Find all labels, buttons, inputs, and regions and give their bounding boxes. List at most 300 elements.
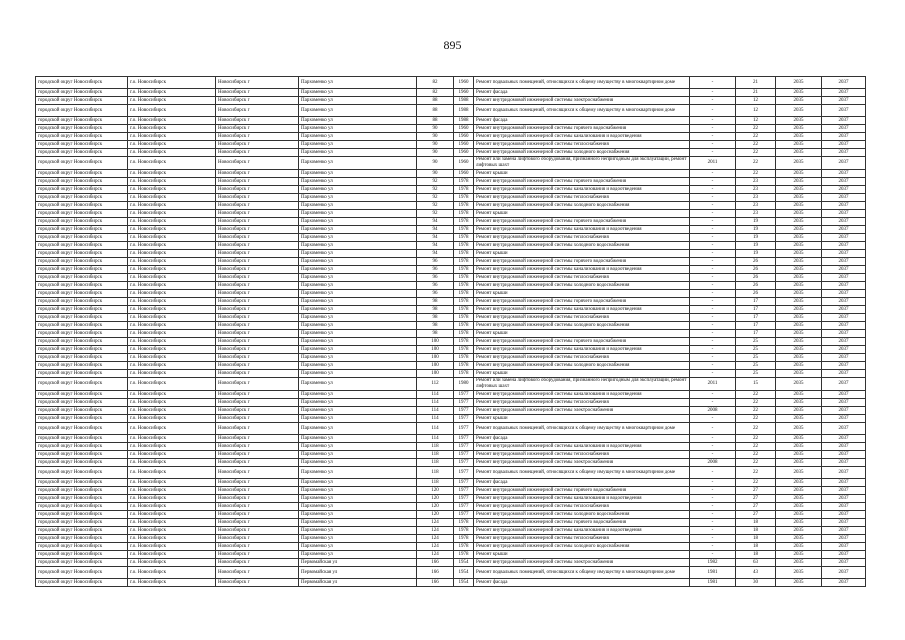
work-type-cell: Ремонт крыши <box>474 370 690 378</box>
work-type-cell: Ремонт подвальных помещений, относящихся к общему имуществу в многоквартирном доме <box>474 567 690 579</box>
end-year-cell: 2037 <box>822 290 866 298</box>
table-row <box>36 362 866 370</box>
commission-year-cell: - <box>690 423 736 435</box>
start-year-cell: 2035 <box>776 443 822 451</box>
house-number-cell: 98 <box>417 322 454 330</box>
work-type-cell: Ремонт внутридомовой инженерной системы теплоснабжения <box>474 314 690 322</box>
commission-year-cell: 1981 <box>690 567 736 579</box>
settlement-cell: г.о. Новосибирск <box>128 314 216 322</box>
district-cell: городской округ Новосибирск <box>36 435 128 443</box>
service-life-cell: 22 <box>736 407 776 415</box>
settlement-cell: г.о. Новосибирск <box>128 435 216 443</box>
house-number-cell: 114 <box>417 391 454 399</box>
house-number-cell: 88 <box>417 97 454 105</box>
start-year-cell: 2035 <box>776 579 822 587</box>
table-body <box>36 77 866 587</box>
commission-year-cell: - <box>690 527 736 535</box>
street-cell: Пархоменко ул <box>299 519 417 527</box>
end-year-cell: 2037 <box>822 274 866 282</box>
commission-year-cell: 2011 <box>690 378 736 391</box>
locality-cell: Новосибирск г <box>216 125 299 133</box>
house-number-cell: 114 <box>417 423 454 435</box>
settlement-cell: г.о. Новосибирск <box>128 133 216 141</box>
start-year-cell: 2035 <box>776 338 822 346</box>
start-year-cell: 2035 <box>776 234 822 242</box>
service-life-cell: 22 <box>736 133 776 141</box>
street-cell: Пархоменко ул <box>299 202 417 210</box>
build-year-cell: 1977 <box>454 423 474 435</box>
street-cell: Пархоменко ул <box>299 105 417 117</box>
locality-cell: Новосибирск г <box>216 370 299 378</box>
table-row <box>36 306 866 314</box>
work-type-cell: Ремонт внутридомовой инженерной системы электроснабжения <box>474 459 690 467</box>
district-cell: городской округ Новосибирск <box>36 290 128 298</box>
service-life-cell: 22 <box>736 435 776 443</box>
service-life-cell: 23 <box>736 210 776 218</box>
house-number-cell: 98 <box>417 314 454 322</box>
start-year-cell: 2035 <box>776 479 822 487</box>
commission-year-cell: - <box>690 77 736 89</box>
start-year-cell: 2035 <box>776 322 822 330</box>
service-life-cell: 22 <box>736 467 776 479</box>
build-year-cell: 1960 <box>454 141 474 149</box>
start-year-cell: 2035 <box>776 77 822 89</box>
table-row <box>36 511 866 519</box>
district-cell: городской округ Новосибирск <box>36 186 128 194</box>
work-type-cell: Ремонт внутридомовой инженерной системы теплоснабжения <box>474 194 690 202</box>
district-cell: городской округ Новосибирск <box>36 503 128 511</box>
house-number-cell: 100 <box>417 354 454 362</box>
end-year-cell: 2037 <box>822 391 866 399</box>
start-year-cell: 2035 <box>776 519 822 527</box>
district-cell: городской округ Новосибирск <box>36 467 128 479</box>
start-year-cell: 2035 <box>776 218 822 226</box>
build-year-cell: 1978 <box>454 202 474 210</box>
table-row <box>36 274 866 282</box>
table-row <box>36 535 866 543</box>
house-number-cell: 120 <box>417 495 454 503</box>
district-cell: городской округ Новосибирск <box>36 322 128 330</box>
table-row <box>36 157 866 170</box>
settlement-cell: г.о. Новосибирск <box>128 170 216 178</box>
table-row <box>36 149 866 157</box>
service-life-cell: 23 <box>736 186 776 194</box>
service-life-cell: 12 <box>736 105 776 117</box>
settlement-cell: г.о. Новосибирск <box>128 105 216 117</box>
locality-cell: Новосибирск г <box>216 218 299 226</box>
commission-year-cell: - <box>690 186 736 194</box>
table-row <box>36 290 866 298</box>
settlement-cell: г.о. Новосибирск <box>128 479 216 487</box>
table-row <box>36 178 866 186</box>
service-life-cell: 23 <box>736 194 776 202</box>
settlement-cell: г.о. Новосибирск <box>128 330 216 338</box>
house-number-cell: 94 <box>417 234 454 242</box>
settlement-cell: г.о. Новосибирск <box>128 423 216 435</box>
start-year-cell: 2035 <box>776 354 822 362</box>
district-cell: городской округ Новосибирск <box>36 77 128 89</box>
service-life-cell: 18 <box>736 519 776 527</box>
end-year-cell: 2037 <box>822 443 866 451</box>
table-row <box>36 459 866 467</box>
start-year-cell: 2035 <box>776 178 822 186</box>
build-year-cell: 1978 <box>454 178 474 186</box>
end-year-cell: 2037 <box>822 407 866 415</box>
work-type-cell: Ремонт внутридомовой инженерной системы холодного водоснабжения <box>474 282 690 290</box>
street-cell: Пархоменко ул <box>299 125 417 133</box>
commission-year-cell: - <box>690 210 736 218</box>
service-life-cell: 22 <box>736 415 776 423</box>
service-life-cell: 18 <box>736 551 776 559</box>
locality-cell: Новосибирск г <box>216 105 299 117</box>
locality-cell: Новосибирск г <box>216 551 299 559</box>
start-year-cell: 2035 <box>776 210 822 218</box>
settlement-cell: г.о. Новосибирск <box>128 535 216 543</box>
end-year-cell: 2037 <box>822 559 866 567</box>
work-type-cell: Ремонт фасада <box>474 117 690 125</box>
settlement-cell: г.о. Новосибирск <box>128 370 216 378</box>
house-number-cell: 96 <box>417 290 454 298</box>
locality-cell: Новосибирск г <box>216 391 299 399</box>
street-cell: Пархоменко ул <box>299 407 417 415</box>
commission-year-cell: - <box>690 234 736 242</box>
district-cell: городской округ Новосибирск <box>36 298 128 306</box>
house-number-cell: 118 <box>417 459 454 467</box>
service-life-cell: 17 <box>736 330 776 338</box>
district-cell: городской округ Новосибирск <box>36 354 128 362</box>
table-row <box>36 551 866 559</box>
commission-year-cell: - <box>690 415 736 423</box>
commission-year-cell: - <box>690 141 736 149</box>
work-type-cell: Ремонт внутридомовой инженерной системы канализования и водоотведения <box>474 495 690 503</box>
locality-cell: Новосибирск г <box>216 314 299 322</box>
commission-year-cell: - <box>690 435 736 443</box>
end-year-cell: 2037 <box>822 234 866 242</box>
locality-cell: Новосибирск г <box>216 149 299 157</box>
start-year-cell: 2035 <box>776 105 822 117</box>
table-row <box>36 519 866 527</box>
street-cell: Первомайская ул <box>299 579 417 587</box>
table-row <box>36 391 866 399</box>
district-cell: городской округ Новосибирск <box>36 141 128 149</box>
start-year-cell: 2035 <box>776 459 822 467</box>
build-year-cell: 1978 <box>454 322 474 330</box>
end-year-cell: 2037 <box>822 125 866 133</box>
settlement-cell: г.о. Новосибирск <box>128 274 216 282</box>
commission-year-cell: - <box>690 290 736 298</box>
service-life-cell: 18 <box>736 543 776 551</box>
build-year-cell: 1960 <box>454 77 474 89</box>
build-year-cell: 1978 <box>454 543 474 551</box>
locality-cell: Новосибирск г <box>216 443 299 451</box>
work-type-cell: Ремонт внутридомовой инженерной системы канализования и водоотведения <box>474 527 690 535</box>
district-cell: городской округ Новосибирск <box>36 218 128 226</box>
start-year-cell: 2035 <box>776 559 822 567</box>
build-year-cell: 1978 <box>454 186 474 194</box>
district-cell: городской округ Новосибирск <box>36 89 128 97</box>
district-cell: городской округ Новосибирск <box>36 178 128 186</box>
commission-year-cell: - <box>690 117 736 125</box>
end-year-cell: 2037 <box>822 306 866 314</box>
settlement-cell: г.о. Новосибирск <box>128 125 216 133</box>
commission-year-cell: 1981 <box>690 579 736 587</box>
street-cell: Пархоменко ул <box>299 274 417 282</box>
settlement-cell: г.о. Новосибирск <box>128 391 216 399</box>
district-cell: городской округ Новосибирск <box>36 567 128 579</box>
settlement-cell: г.о. Новосибирск <box>128 250 216 258</box>
table-row <box>36 559 866 567</box>
work-type-cell: Ремонт крыши <box>474 415 690 423</box>
house-number-cell: 166 <box>417 559 454 567</box>
commission-year-cell: - <box>690 89 736 97</box>
service-life-cell: 19 <box>736 226 776 234</box>
build-year-cell: 1977 <box>454 479 474 487</box>
table-row <box>36 218 866 226</box>
locality-cell: Новосибирск г <box>216 306 299 314</box>
end-year-cell: 2037 <box>822 543 866 551</box>
street-cell: Пархоменко ул <box>299 346 417 354</box>
service-life-cell: 43 <box>736 567 776 579</box>
work-type-cell: Ремонт или замена лифтового оборудования, признанного непригодным для эксплуатации, ремонт лифтовых шахт <box>474 157 690 170</box>
locality-cell: Новосибирск г <box>216 186 299 194</box>
commission-year-cell: - <box>690 503 736 511</box>
house-number-cell: 96 <box>417 282 454 290</box>
work-type-cell: Ремонт внутридомовой инженерной системы холодного водоснабжения <box>474 543 690 551</box>
street-cell: Пархоменко ул <box>299 354 417 362</box>
house-number-cell: 114 <box>417 407 454 415</box>
house-number-cell: 90 <box>417 141 454 149</box>
work-type-cell: Ремонт подвальных помещений, относящихся к общему имуществу в многоквартирном доме <box>474 467 690 479</box>
house-number-cell: 98 <box>417 330 454 338</box>
end-year-cell: 2037 <box>822 314 866 322</box>
end-year-cell: 2037 <box>822 178 866 186</box>
commission-year-cell: - <box>690 242 736 250</box>
house-number-cell: 98 <box>417 306 454 314</box>
table-row <box>36 194 866 202</box>
build-year-cell: 1978 <box>454 242 474 250</box>
street-cell: Пархоменко ул <box>299 282 417 290</box>
service-life-cell: 17 <box>736 306 776 314</box>
locality-cell: Новосибирск г <box>216 346 299 354</box>
house-number-cell: 100 <box>417 370 454 378</box>
street-cell: Пархоменко ул <box>299 157 417 170</box>
street-cell: Пархоменко ул <box>299 97 417 105</box>
work-type-cell: Ремонт внутридомовой инженерной системы холодного водоснабжения <box>474 362 690 370</box>
district-cell: городской округ Новосибирск <box>36 242 128 250</box>
end-year-cell: 2037 <box>822 97 866 105</box>
end-year-cell: 2037 <box>822 210 866 218</box>
house-number-cell: 100 <box>417 362 454 370</box>
end-year-cell: 2037 <box>822 89 866 97</box>
work-type-cell: Ремонт внутридомовой инженерной системы холодного водоснабжения <box>474 242 690 250</box>
street-cell: Пархоменко ул <box>299 117 417 125</box>
service-life-cell: 25 <box>736 354 776 362</box>
house-number-cell: 90 <box>417 133 454 141</box>
table-row <box>36 423 866 435</box>
commission-year-cell: - <box>690 274 736 282</box>
service-life-cell: 15 <box>736 378 776 391</box>
house-number-cell: 92 <box>417 210 454 218</box>
house-number-cell: 120 <box>417 487 454 495</box>
locality-cell: Новосибирск г <box>216 170 299 178</box>
settlement-cell: г.о. Новосибирск <box>128 338 216 346</box>
commission-year-cell: - <box>690 322 736 330</box>
build-year-cell: 1977 <box>454 443 474 451</box>
start-year-cell: 2035 <box>776 423 822 435</box>
locality-cell: Новосибирск г <box>216 330 299 338</box>
table-row <box>36 202 866 210</box>
end-year-cell: 2037 <box>822 519 866 527</box>
settlement-cell: г.о. Новосибирск <box>128 503 216 511</box>
end-year-cell: 2037 <box>822 535 866 543</box>
start-year-cell: 2035 <box>776 141 822 149</box>
table-row <box>36 435 866 443</box>
locality-cell: Новосибирск г <box>216 399 299 407</box>
service-life-cell: 25 <box>736 362 776 370</box>
locality-cell: Новосибирск г <box>216 415 299 423</box>
service-life-cell: 25 <box>736 346 776 354</box>
work-type-cell: Ремонт внутридомовой инженерной системы канализования и водоотведения <box>474 306 690 314</box>
service-life-cell: 27 <box>736 503 776 511</box>
district-cell: городской округ Новосибирск <box>36 149 128 157</box>
commission-year-cell: - <box>690 125 736 133</box>
commission-year-cell: - <box>690 370 736 378</box>
commission-year-cell: - <box>690 258 736 266</box>
start-year-cell: 2035 <box>776 503 822 511</box>
end-year-cell: 2037 <box>822 226 866 234</box>
build-year-cell: 1978 <box>454 194 474 202</box>
settlement-cell: г.о. Новосибирск <box>128 487 216 495</box>
district-cell: городской округ Новосибирск <box>36 487 128 495</box>
start-year-cell: 2035 <box>776 391 822 399</box>
work-type-cell: Ремонт внутридомовой инженерной системы горячего водоснабжения <box>474 338 690 346</box>
start-year-cell: 2035 <box>776 242 822 250</box>
work-type-cell: Ремонт крыши <box>474 210 690 218</box>
service-life-cell: 19 <box>736 242 776 250</box>
build-year-cell: 1978 <box>454 330 474 338</box>
end-year-cell: 2037 <box>822 330 866 338</box>
service-life-cell: 21 <box>736 89 776 97</box>
commission-year-cell: - <box>690 298 736 306</box>
locality-cell: Новосибирск г <box>216 77 299 89</box>
street-cell: Пархоменко ул <box>299 415 417 423</box>
build-year-cell: 1988 <box>454 105 474 117</box>
table-row <box>36 399 866 407</box>
district-cell: городской округ Новосибирск <box>36 97 128 105</box>
end-year-cell: 2037 <box>822 459 866 467</box>
house-number-cell: 88 <box>417 105 454 117</box>
table-row <box>36 346 866 354</box>
start-year-cell: 2035 <box>776 511 822 519</box>
service-life-cell: 17 <box>736 314 776 322</box>
locality-cell: Новосибирск г <box>216 459 299 467</box>
start-year-cell: 2035 <box>776 117 822 125</box>
street-cell: Пархоменко ул <box>299 330 417 338</box>
start-year-cell: 2035 <box>776 194 822 202</box>
end-year-cell: 2037 <box>822 298 866 306</box>
build-year-cell: 1980 <box>454 378 474 391</box>
locality-cell: Новосибирск г <box>216 527 299 535</box>
start-year-cell: 2035 <box>776 133 822 141</box>
work-type-cell: Ремонт фасада <box>474 579 690 587</box>
locality-cell: Новосибирск г <box>216 338 299 346</box>
house-number-cell: 98 <box>417 298 454 306</box>
district-cell: городской округ Новосибирск <box>36 282 128 290</box>
start-year-cell: 2035 <box>776 89 822 97</box>
house-number-cell: 94 <box>417 250 454 258</box>
work-type-cell: Ремонт подвальных помещений, относящихся к общему имуществу в многоквартирном доме <box>474 423 690 435</box>
service-life-cell: 19 <box>736 250 776 258</box>
house-number-cell: 114 <box>417 415 454 423</box>
start-year-cell: 2035 <box>776 282 822 290</box>
street-cell: Пархоменко ул <box>299 479 417 487</box>
start-year-cell: 2035 <box>776 567 822 579</box>
commission-year-cell: - <box>690 226 736 234</box>
service-life-cell: 63 <box>736 559 776 567</box>
commission-year-cell: - <box>690 519 736 527</box>
street-cell: Пархоменко ул <box>299 218 417 226</box>
service-life-cell: 22 <box>736 141 776 149</box>
start-year-cell: 2035 <box>776 451 822 459</box>
house-number-cell: 124 <box>417 551 454 559</box>
table-row <box>36 298 866 306</box>
district-cell: городской округ Новосибирск <box>36 543 128 551</box>
district-cell: городской округ Новосибирск <box>36 250 128 258</box>
settlement-cell: г.о. Новосибирск <box>128 298 216 306</box>
service-life-cell: 25 <box>736 338 776 346</box>
end-year-cell: 2037 <box>822 250 866 258</box>
settlement-cell: г.о. Новосибирск <box>128 511 216 519</box>
end-year-cell: 2037 <box>822 451 866 459</box>
build-year-cell: 1978 <box>454 370 474 378</box>
end-year-cell: 2037 <box>822 378 866 391</box>
build-year-cell: 1960 <box>454 133 474 141</box>
house-number-cell: 118 <box>417 451 454 459</box>
table-row <box>36 443 866 451</box>
locality-cell: Новосибирск г <box>216 467 299 479</box>
end-year-cell: 2037 <box>822 579 866 587</box>
build-year-cell: 1960 <box>454 149 474 157</box>
work-type-cell: Ремонт внутридомовой инженерной системы канализования и водоотведения <box>474 346 690 354</box>
street-cell: Пархоменко ул <box>299 467 417 479</box>
district-cell: городской округ Новосибирск <box>36 443 128 451</box>
work-type-cell: Ремонт подвальных помещений, относящихся к общему имуществу в многоквартирном доме <box>474 105 690 117</box>
commission-year-cell: - <box>690 495 736 503</box>
table-row <box>36 242 866 250</box>
commission-year-cell: 2008 <box>690 459 736 467</box>
commission-year-cell: - <box>690 487 736 495</box>
locality-cell: Новосибирск г <box>216 495 299 503</box>
work-type-cell: Ремонт внутридомовой инженерной системы горячего водоснабжения <box>474 178 690 186</box>
service-life-cell: 22 <box>736 391 776 399</box>
start-year-cell: 2035 <box>776 535 822 543</box>
locality-cell: Новосибирск г <box>216 543 299 551</box>
work-type-cell: Ремонт или замена лифтового оборудования, признанного непригодным для эксплуатации, ремонт лифтовых шахт <box>474 378 690 391</box>
table-row <box>36 407 866 415</box>
commission-year-cell: - <box>690 202 736 210</box>
work-type-cell: Ремонт внутридомовой инженерной системы канализования и водоотведения <box>474 186 690 194</box>
district-cell: городской округ Новосибирск <box>36 423 128 435</box>
locality-cell: Новосибирск г <box>216 290 299 298</box>
table-row <box>36 226 866 234</box>
work-type-cell: Ремонт фасада <box>474 479 690 487</box>
end-year-cell: 2037 <box>822 133 866 141</box>
table-row <box>36 282 866 290</box>
street-cell: Пархоменко ул <box>299 543 417 551</box>
commission-year-cell: - <box>690 443 736 451</box>
build-year-cell: 1978 <box>454 527 474 535</box>
table-row <box>36 451 866 459</box>
